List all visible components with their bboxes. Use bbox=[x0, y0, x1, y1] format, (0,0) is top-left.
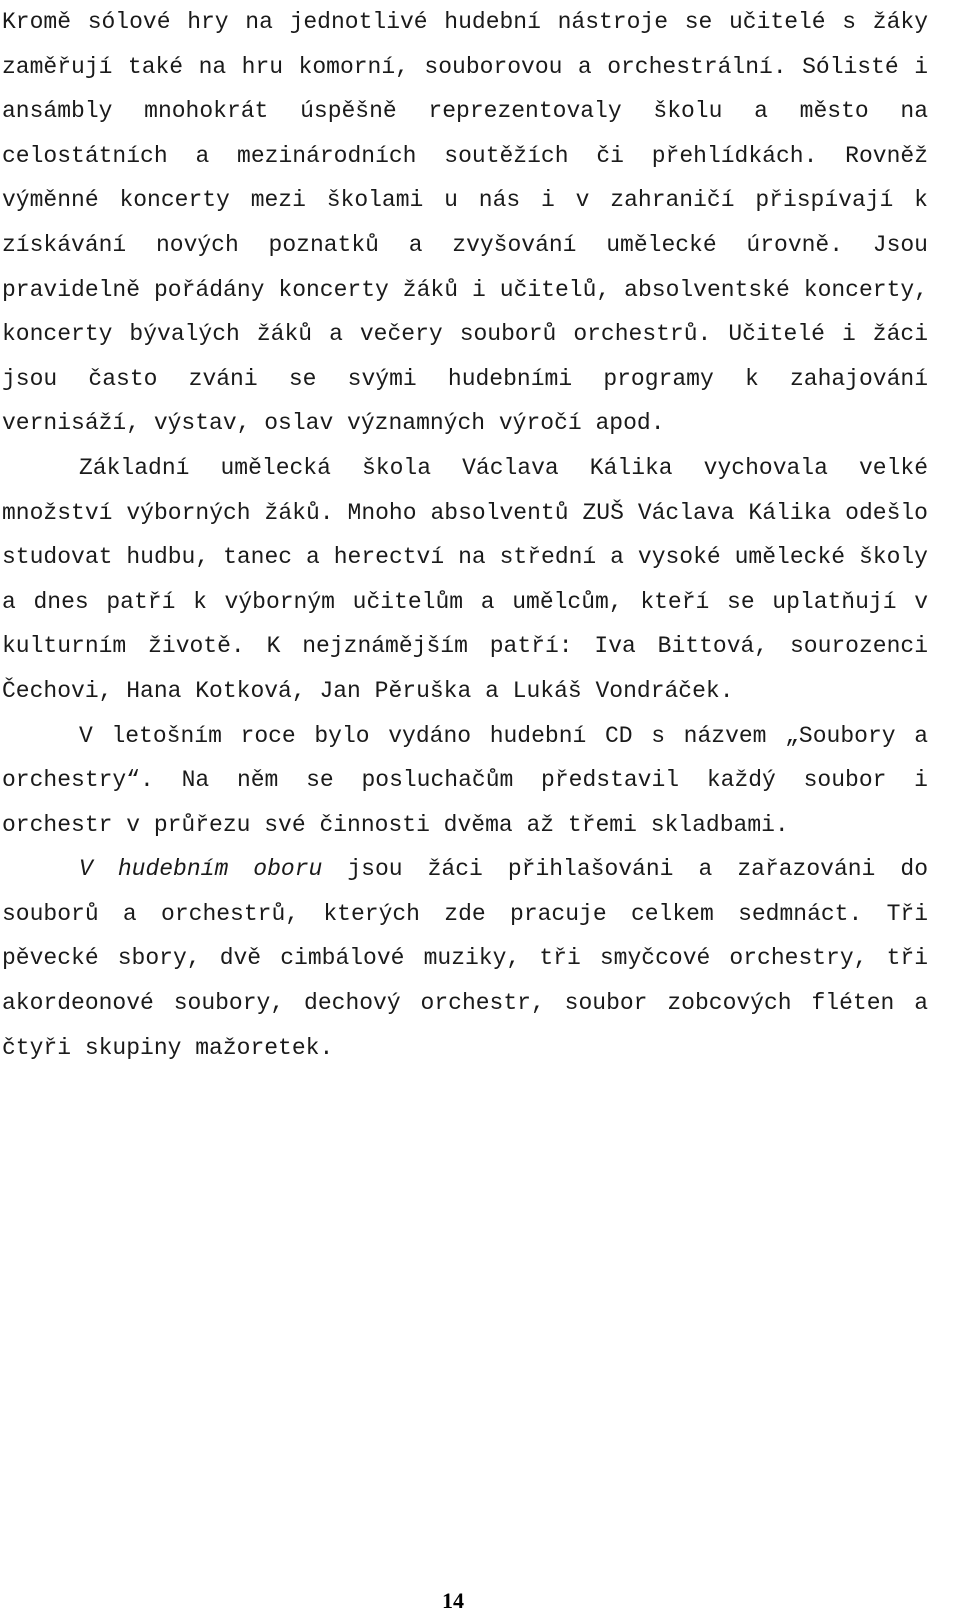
paragraph-body: jsou žáci přihlašováni a zařazováni do souborů a orchestrů, kterých zde pracuje celkem sedmnáct. Tři pěvecké sbory, dvě cimbálové muziky, tři smyčcové orchestry, tři akordeonové soubory, dechový orchestr, soubor zobcových fléten a čtyři skupiny mažoretek. bbox=[2, 856, 928, 1061]
paragraph-emphasis: V hudebním oboru bbox=[79, 856, 323, 883]
paragraph-music-department bbox=[2, 847, 928, 1070]
paragraph-graduates: Základní umělecká škola Václava Kálika vychovala velké množství výborných žáků. Mnoho absolventů ZUŠ Václava Kálika odešlo studovat hudbu, tanec a herectví na střední a vysoké umělecké školy a dnes patří k výborným učitelům a umělcům, kteří se uplatňují v kulturním životě. K nejznámějším patří: Iva Bittová, sourozenci Čechovi, Hana Kotková, Jan Pěruška a Lukáš Vondráček. bbox=[2, 454, 928, 704]
document-page bbox=[2, 0, 928, 1070]
page-number: 14 bbox=[442, 1588, 464, 1613]
paragraph-ensembles: Kromě sólové hry na jednotlivé hudební nástroje se učitelé s žáky zaměřují také na hru komorní, souborovou a orchestrální. Sólisté i ansámbly mnohokrát úspěšně reprezentovaly školu a město na celostátních a mezinárodních soutěžích či přehlídkách. Rovněž výměnné koncerty mezi školami u nás i v zahraničí přispívají k získávání nových poznatků a zvyšování umělecké úrovně. Jsou pravidelně pořádány koncerty žáků i učitelů, absolventské koncerty, koncerty bývalých žáků a večery souborů orchestrů. Učitelé i žáci jsou často zváni se svými hudebními programy k zahajování vernisáží, výstav, oslav významných výročí apod. bbox=[2, 9, 928, 437]
paragraph-cd-release: V letošním roce bylo vydáno hudební CD s názvem „Soubory a orchestry“. Na něm se posluchačům představil každý soubor i orchestr v průřezu své činnosti dvěma až třemi skladbami. bbox=[2, 722, 928, 838]
